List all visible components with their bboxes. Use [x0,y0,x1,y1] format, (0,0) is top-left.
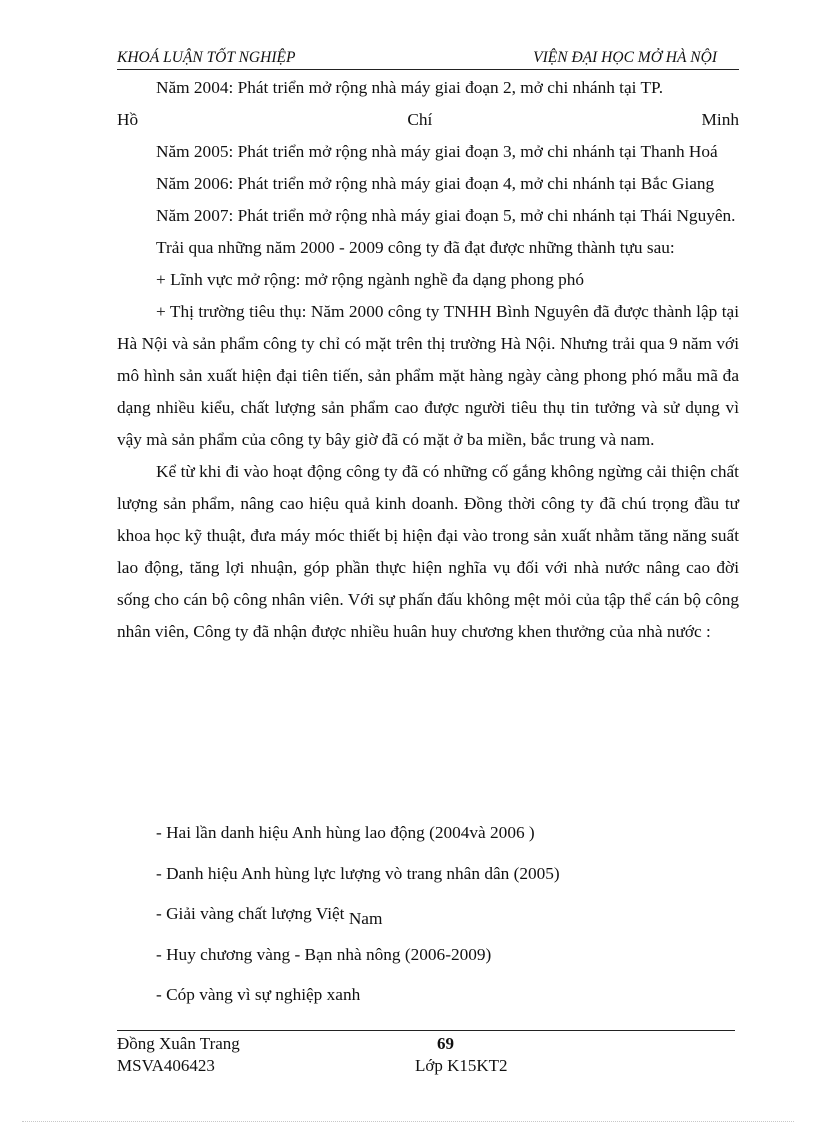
word-ho: Hồ [117,110,139,129]
author-name: Đồng Xuân Trang [117,1034,240,1053]
paragraph-2004-line2 [117,104,739,136]
paragraph-2005: Năm 2005: Phát triển mở rộng nhà máy giai đoạn 3, mở chi nhánh tại Thanh Hoá [156,142,718,161]
award-item: - Danh hiệu Anh hùng lực lượng vò trang nhân dân (2005) [156,863,560,883]
student-id: MSVA406423 [117,1056,215,1075]
achievements-intro: Trải qua những năm 2000 - 2009 công ty đã đạt được những thành tựu sau: [156,238,675,257]
page-edge-dotted-line [22,1121,794,1122]
efforts-paragraph: Kể từ khi đi vào hoạt động công ty đã có những cố gắng không ngừng cải thiện chất lượng sản phẩm, nâng cao hiệu quả kinh doanh. Đồng thời công ty đã chú trọng đầu tư khoa học kỹ thuật, đưa máy móc thiết bị hiện đại vào trong sản xuất nhằm tăng năng suất lao động, tăng lợi nhuận, góp phần thực hiện nghĩa vụ đối với nhà nước nâng cao đời sống cho cán bộ công nhân viên. Với sự phấn đấu không mệt mỏi của tập thể cán bộ công nhân viên, Công ty đã nhận được nhiều huân huy chương khen thưởng của nhà nước : [117,462,739,641]
market-paragraph: + Thị trường tiêu thụ: Năm 2000 công ty TNHH Bình Nguyên đã được thành lập tại Hà Nội và sản phẩm công ty chỉ có mặt trên thị trường Hà Nội. Nhưng trải qua 9 năm với mô hình sản xuất hiện đại tiên tiến, sản phẩm mặt hàng ngày càng phong phó mẫu mã đa dạng nhiều kiểu, chất lượng sản phẩm cao được người tiêu thụ tin tưởng và sử dụng vì vậy mà sản phẩm của công ty bây giờ đã có mặt ở ba miền, bắc trung và nam. [117,302,739,449]
award-item [117,901,739,927]
page-header [117,49,739,70]
paragraph-2007: Năm 2007: Phát triển mở rộng nhà máy giai đoạn 5, mở chi nhánh tại Thái Nguyên. [156,206,736,225]
footer-divider [117,1030,735,1031]
header-right: VIỆN ĐẠI HỌC MỞ HÀ NỘI [533,49,717,66]
award-item: - Cóp vàng vì sự nghiệp xanh [156,985,361,1004]
page-number: 69 [437,1034,454,1053]
body-text [117,72,739,648]
award-text-sub: Nam [348,909,383,928]
footer-left [117,1033,240,1077]
paragraph-2004-line1: Năm 2004: Phát triển mở rộng nhà máy giai đoạn 2, mở chi nhánh tại TP. [156,78,664,97]
footer-center [415,1033,508,1077]
award-text: - Giải vàng chất lượng Việt [156,904,345,923]
class-name: Lớp K15KT2 [415,1056,508,1075]
word-minh: Minh [701,110,739,129]
award-item: - Huy chương vàng - Bạn nhà nông (2006-2009) [156,944,492,964]
award-item: - Hai lần danh hiệu Anh hùng lao động (2004và 2006 ) [156,823,535,842]
header-left: KHOÁ LUẬN TỐT NGHIỆP [117,49,296,66]
paragraph-2006: Năm 2006: Phát triển mở rộng nhà máy giai đoạn 4, mở chi nhánh tại Bắc Giang [156,174,715,193]
word-chi: Chí [407,110,433,129]
awards-list [117,820,739,1023]
field-expansion: + Lĩnh vực mở rộng: mở rộng ngành nghề đa dạng phong phó [156,270,585,289]
